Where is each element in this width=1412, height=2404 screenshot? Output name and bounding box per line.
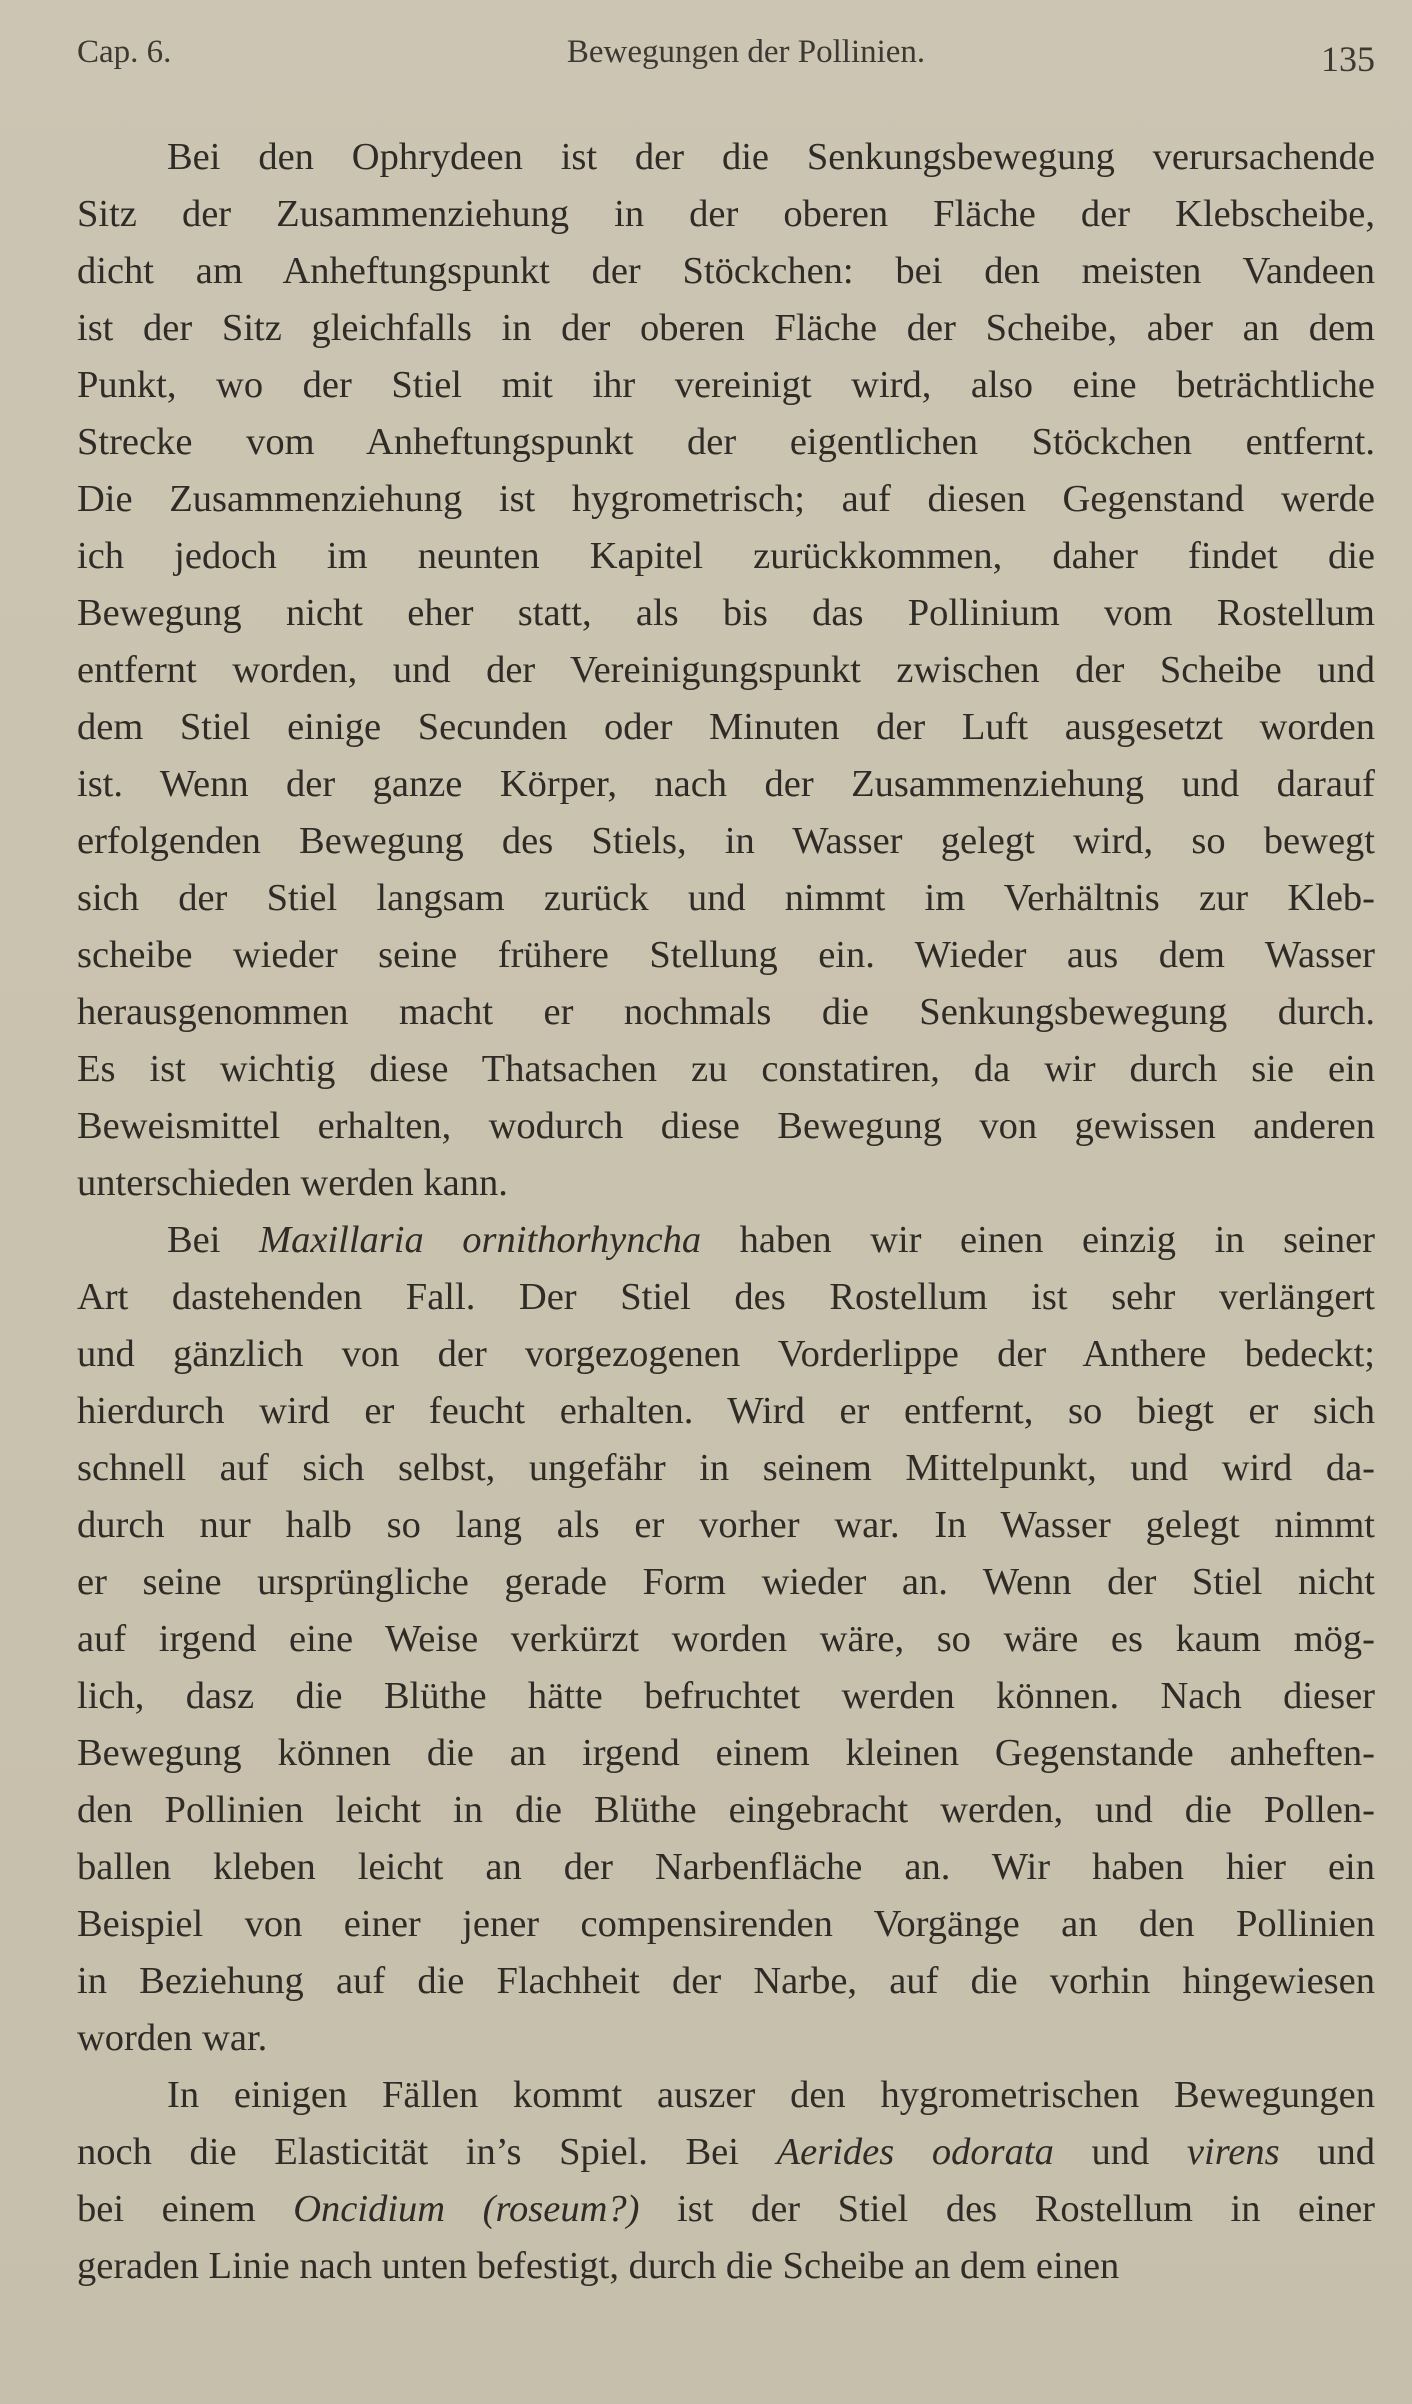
line-text: Art dastehenden Fall. Der Stiel des Rostellum ist sehr verlängert: [77, 1276, 1375, 1318]
text-line: [77, 1611, 1375, 1668]
text-line: [77, 585, 1375, 642]
text-line: [77, 813, 1375, 870]
body-text: [77, 129, 1375, 2295]
line-text: entfernt worden, und der Vereinigungspunkt zwischen der Scheibe und: [77, 649, 1375, 691]
text-line: [77, 1155, 1375, 1212]
text-line: [77, 2067, 1375, 2124]
line-text: In einigen Fällen kommt auszer den hygrometrischen Bewegungen: [167, 2074, 1375, 2116]
text-line: [77, 357, 1375, 414]
line-text: den Pollinien leicht in die Blüthe eingebracht werden, und die Pollen-: [77, 1789, 1375, 1831]
text-line: [77, 414, 1375, 471]
text-line: [77, 243, 1375, 300]
text-line: [77, 2010, 1375, 2067]
text-line: [77, 2124, 1375, 2181]
paragraph: [77, 129, 1375, 1212]
line-text: er seine ursprüngliche gerade Form wieder an. Wenn der Stiel nicht: [77, 1561, 1375, 1603]
text-line: [77, 870, 1375, 927]
line-text: Bewegung nicht eher statt, als bis das Pollinium vom Rostellum: [77, 592, 1375, 634]
line-text: Beweismittel erhalten, wodurch diese Bewegung von gewissen anderen: [77, 1105, 1375, 1147]
paragraph: [77, 1212, 1375, 2067]
text-line: [77, 2238, 1375, 2295]
line-text: unterschieden werden kann.: [77, 1162, 508, 1204]
line-text: Beispiel von einer jener compensirenden Vorgänge an den Pollinien: [77, 1903, 1375, 1945]
line-text: dicht am Anheftungspunkt der Stöckchen: bei den meisten Vandeen: [77, 250, 1375, 292]
text-line: [77, 2181, 1375, 2238]
text-line: [77, 1269, 1375, 1326]
line-text: geraden Linie nach unten befestigt, durch die Scheibe an dem einen: [77, 2245, 1120, 2287]
text-line: [77, 300, 1375, 357]
text-line: [77, 1668, 1375, 1725]
line-text: Bewegung können die an irgend einem kleinen Gegenstande anheften-: [77, 1732, 1375, 1774]
italic-term: Maxillaria ornithorhyncha: [259, 1219, 702, 1261]
text-line: [77, 1497, 1375, 1554]
line-text: Sitz der Zusammenziehung in der oberen Fläche der Klebscheibe,: [77, 193, 1375, 235]
line-text: ist. Wenn der ganze Körper, nach der Zusammenziehung und darauf: [77, 763, 1375, 805]
italic-term: Oncidium (roseum?): [293, 2188, 640, 2230]
text-line: [77, 756, 1375, 813]
line-text: in Beziehung auf die Flachheit der Narbe, auf die vorhin hingewiesen: [77, 1960, 1375, 2002]
text-line: [77, 1839, 1375, 1896]
text-line: [77, 642, 1375, 699]
line-text: und: [1279, 2131, 1376, 2173]
running-header: [77, 28, 1375, 88]
line-text: auf irgend eine Weise verkürzt worden wäre, so wäre es kaum mög-: [77, 1618, 1375, 1660]
line-text: Es ist wichtig diese Thatsachen zu constatiren, da wir durch sie ein: [77, 1048, 1375, 1090]
line-text: erfolgenden Bewegung des Stiels, in Wasser gelegt wird, so bewegt: [77, 820, 1375, 862]
text-line: [77, 129, 1375, 186]
line-text: und gänzlich von der vorgezogenen Vorderlippe der Anthere bedeckt;: [77, 1333, 1375, 1375]
text-line: [77, 1782, 1375, 1839]
text-line: [77, 1440, 1375, 1497]
text-line: [77, 471, 1375, 528]
line-text: scheibe wieder seine frühere Stellung ein. Wieder aus dem Wasser: [77, 934, 1375, 976]
line-text: haben wir einen einzig in seiner: [701, 1219, 1375, 1261]
line-text: bei einem: [77, 2188, 294, 2230]
text-line: [77, 1383, 1375, 1440]
line-text: ist der Stiel des Rostellum in einer: [639, 2188, 1375, 2230]
text-line: [77, 1041, 1375, 1098]
text-line: [77, 927, 1375, 984]
running-title: Bewegungen der Pollinien.: [566, 34, 926, 70]
line-text: durch nur halb so lang als er vorher war. In Wasser gelegt nimmt: [77, 1504, 1375, 1546]
line-text: Punkt, wo der Stiel mit ihr vereinigt wird, also eine beträchtliche: [77, 364, 1375, 406]
text-line: [77, 186, 1375, 243]
line-text: Die Zusammenziehung ist hygrometrisch; auf diesen Gegenstand werde: [77, 478, 1375, 520]
text-line: [77, 528, 1375, 585]
line-text: ich jedoch im neunten Kapitel zurückkommen, daher findet die: [77, 535, 1375, 577]
line-text: lich, dasz die Blüthe hätte befruchtet werden können. Nach dieser: [77, 1675, 1375, 1717]
chapter-label: Cap. 6.: [77, 34, 172, 70]
line-text: ist der Sitz gleichfalls in der oberen Fläche der Scheibe, aber an dem: [77, 307, 1375, 349]
page-number: 135: [1321, 39, 1375, 79]
line-text: und: [1053, 2131, 1187, 2173]
line-text: Bei den Ophrydeen ist der die Senkungsbewegung verursachende: [167, 136, 1375, 178]
line-text: noch die Elasticität in’s Spiel. Bei: [77, 2131, 777, 2173]
text-line: [77, 1554, 1375, 1611]
text-line: [77, 1098, 1375, 1155]
line-text: hierdurch wird er feucht erhalten. Wird er entfernt, so biegt er sich: [77, 1390, 1375, 1432]
italic-term: virens: [1186, 2131, 1280, 2173]
line-text: herausgenommen macht er nochmals die Senkungsbewegung durch.: [77, 991, 1375, 1033]
text-line: [77, 1953, 1375, 2010]
text-line: [77, 1212, 1375, 1269]
text-line: [77, 984, 1375, 1041]
text-line: [77, 1725, 1375, 1782]
paragraph: [77, 2067, 1375, 2295]
line-text: dem Stiel einige Secunden oder Minuten der Luft ausgesetzt worden: [77, 706, 1375, 748]
line-text: worden war.: [77, 2017, 268, 2059]
line-text: sich der Stiel langsam zurück und nimmt im Verhältnis zur Kleb-: [77, 877, 1375, 919]
italic-term: Aerides odorata: [776, 2131, 1054, 2173]
text-line: [77, 699, 1375, 756]
line-text: Bei: [167, 1219, 260, 1261]
line-text: ballen kleben leicht an der Narbenfläche an. Wir haben hier ein: [77, 1846, 1375, 1888]
text-line: [77, 1896, 1375, 1953]
line-text: Strecke vom Anheftungspunkt der eigentlichen Stöckchen entfernt.: [77, 421, 1375, 463]
line-text: schnell auf sich selbst, ungefähr in seinem Mittelpunkt, und wird da-: [77, 1447, 1375, 1489]
text-line: [77, 1326, 1375, 1383]
